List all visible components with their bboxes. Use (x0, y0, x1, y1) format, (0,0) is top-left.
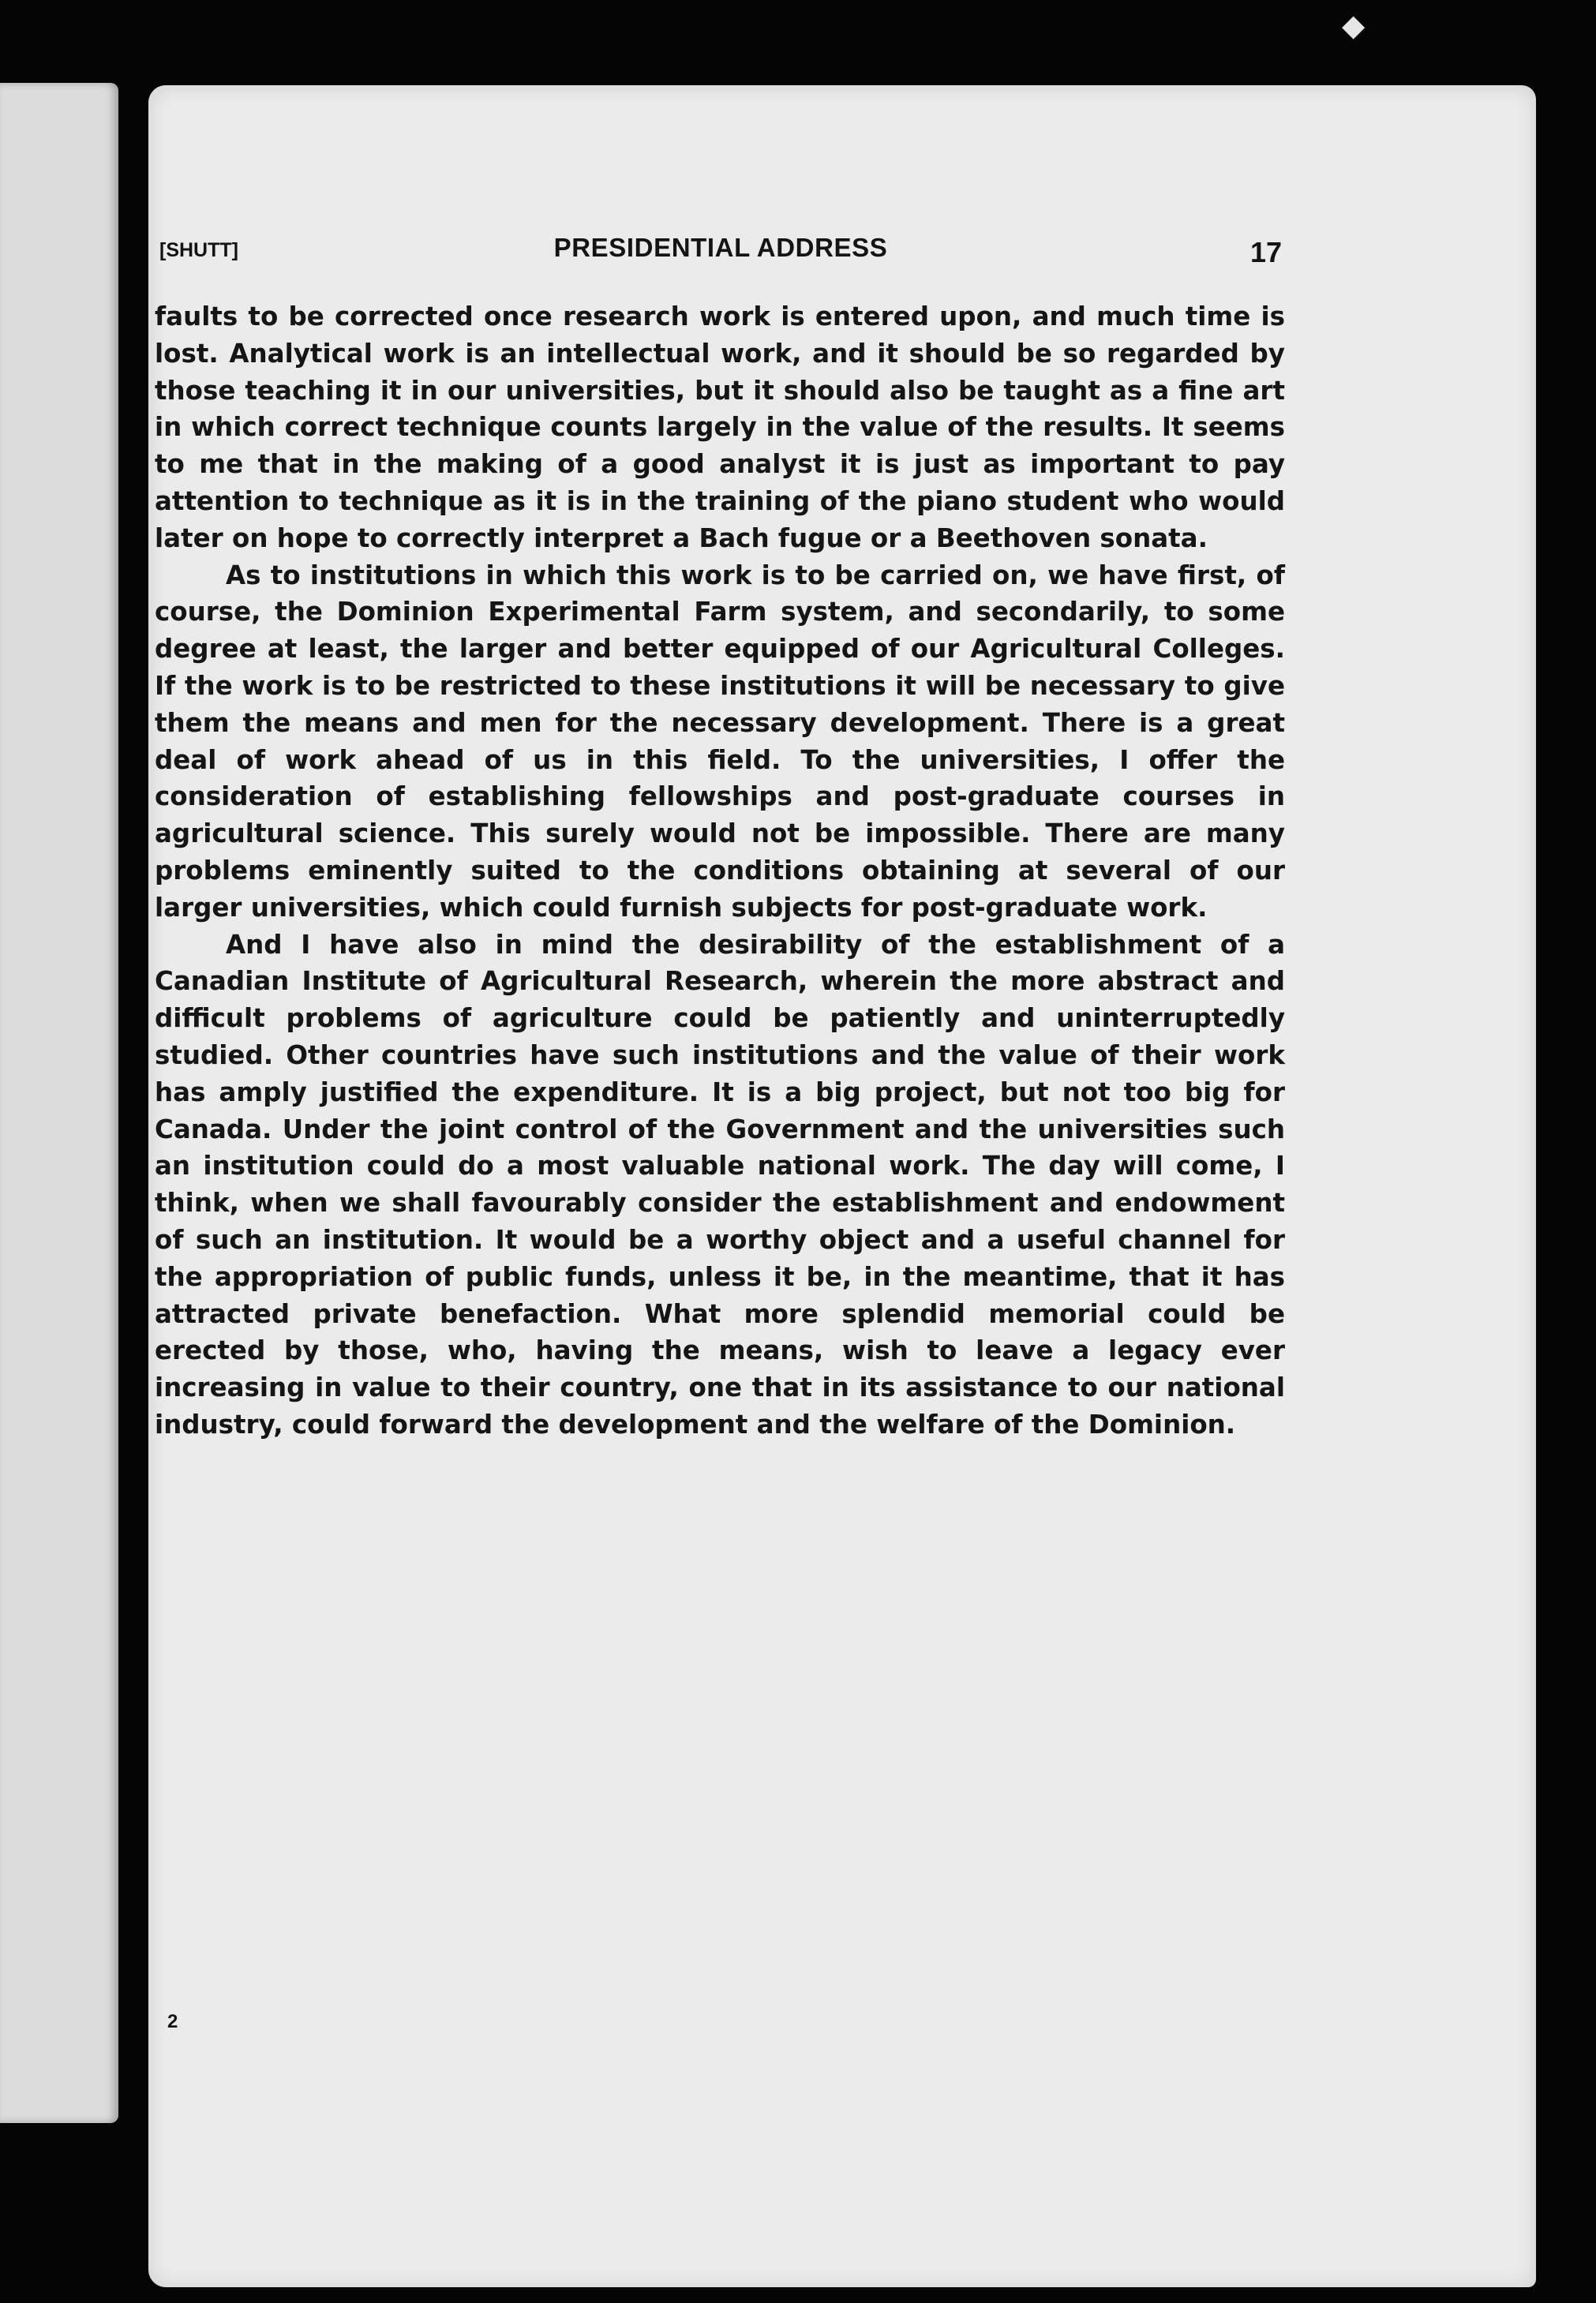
running-head-author: [SHUTT] (159, 239, 238, 261)
paragraph-2: As to institutions in which this work is to be carried on, we have first, of course, the Dominion Experimental Farm system, and secondarily, to some degree at least, the larger and better equipped of our Agricultural Colleges. If the work is to be restricted to these institutions it will be necessary to give them the means and men for the necessary development. There is a great deal of work ahead of us in this field. To the universities, I offer the consideration of establishing fellowships and post-graduate courses in agricultural science. This surely would not be impossible. There are many problems eminently suited to the conditions obtaining at several of our larger universities, which could furnish subjects for post-graduate work. (155, 560, 1285, 923)
corner-diamond-icon: ◆ (1342, 8, 1366, 43)
running-head (159, 233, 1282, 272)
paragraph-1: faults to be corrected once research work is entered upon, and much time is lost. Analytical work is an intellectual work, and it should be so regarded by those teaching it in our universities, but it should also be taught as a fine art in which correct technique counts largely in the value of the results. It seems to me that in the making of a good analyst it is just as important to pay attention to technique as it is in the training of the piano student who would later on hope to correctly interpret a Bach fugue or a Beethoven sonata. (155, 301, 1285, 553)
paragraph-3: And I have also in mind the desirability of the establishment of a Canadian Institute of Agricultural Research, wherein the more abstract and difficult problems of agriculture could be patiently and uninterruptedly studied. Other countries have such institutions and the value of their work has amply justified the expenditure. It is a big project, but not too big for Canada. Under the joint control of the Government and the universities such an institution could do a most valuable national work. The day will come, I think, when we shall favourably consider the establishment and endowment of such an institution. It would be a worthy object and a useful channel for the appropriation of public funds, unless it be, in the meantime, that it has attracted private benefaction. What more splendid memorial could be erected by those, who, having the means, wish to leave a legacy ever increasing in value to their country, one that in its assistance to our national industry, could forward the development and the welfare of the Dominion. (155, 929, 1285, 1440)
page-number: 17 (1249, 236, 1282, 268)
running-head-title: PRESIDENTIAL ADDRESS (553, 233, 888, 262)
body-text (155, 298, 1285, 1444)
signature-mark: 2 (167, 2011, 178, 2032)
adjacent-page-edge (0, 83, 118, 2123)
